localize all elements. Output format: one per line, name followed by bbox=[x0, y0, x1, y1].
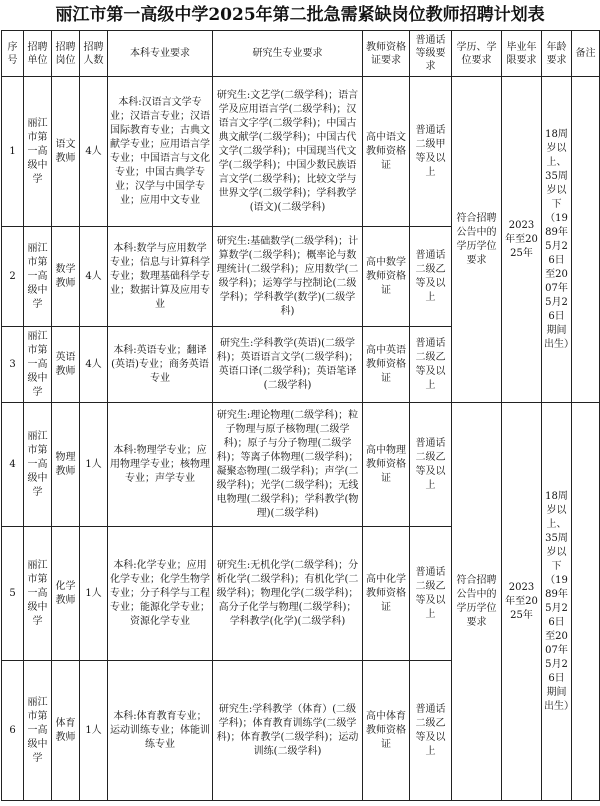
header-post: 招聘岗位 bbox=[52, 31, 80, 77]
cell-mandarin: 普通话二级乙等及以上 bbox=[410, 403, 452, 527]
cell-count: 4人 bbox=[80, 327, 108, 403]
cell-cert: 高中语文教师资格证 bbox=[363, 77, 410, 227]
cell-mandarin: 普通话二级乙等及以上 bbox=[410, 661, 452, 801]
header-age: 年龄要求 bbox=[542, 31, 572, 77]
header-no: 序号 bbox=[2, 31, 24, 77]
page-title: 丽江市第一高级中学2025年第二批急需紧缺岗位教师招聘计划表 bbox=[55, 5, 545, 25]
cell-mandarin: 普通话二级甲等及以上 bbox=[410, 77, 452, 227]
cell-no: 3 bbox=[2, 327, 24, 403]
cell-no: 4 bbox=[2, 403, 24, 527]
cell-unit: 丽江市第一高级中学 bbox=[24, 527, 52, 661]
header-grad-year: 毕业年限要求 bbox=[502, 31, 542, 77]
cell-count: 4人 bbox=[80, 77, 108, 227]
cell-grad-year-group-2: 2023年至2025年 bbox=[502, 403, 542, 801]
cell-graduate: 研究生:学科教学（体育）(二级学科)；体育教育训练学(二级学科)；体育教学(二级学科)；运动训练(二级学科) bbox=[213, 661, 363, 801]
cell-age-group-1: 18周岁以上、35周岁以下（1989年5月26日至2007年5月26日期间出生） bbox=[542, 77, 572, 403]
header-cert: 教师资格证要求 bbox=[363, 31, 410, 77]
cell-count: 1人 bbox=[80, 527, 108, 661]
cell-mandarin: 普通话二级乙等及以上 bbox=[410, 327, 452, 403]
cell-mandarin: 普通话二级乙等及以上 bbox=[410, 227, 452, 327]
header-degree: 学历、学位要求 bbox=[452, 31, 502, 77]
cell-age-group-2: 18周岁以上、35周岁以下（1989年5月26日至2007年5月26日期间出生） bbox=[542, 403, 572, 801]
cell-post: 化学教师 bbox=[52, 527, 80, 661]
cell-unit: 丽江市第一高级中学 bbox=[24, 661, 52, 801]
cell-bachelor: 本科:化学专业；应用化学专业；化学生物学专业；分子科学与工程专业；能源化学专业；资源化学专业 bbox=[108, 527, 213, 661]
cell-post: 数学教师 bbox=[52, 227, 80, 327]
cell-bachelor: 本科:物理学专业；应用物理学专业；核物理专业；声学专业 bbox=[108, 403, 213, 527]
cell-graduate: 研究生:无机化学(二级学科)；分析化学(二级学科)；有机化学(二级学科)；物理化学(二级学科)；高分子化学与物理(二级学科)；学科教学(化学)(二级学科) bbox=[213, 527, 363, 661]
cell-no: 5 bbox=[2, 527, 24, 661]
cell-unit: 丽江市第一高级中学 bbox=[24, 327, 52, 403]
cell-cert: 高中英语教师资格证 bbox=[363, 327, 410, 403]
cell-no: 2 bbox=[2, 227, 24, 327]
cell-bachelor: 本科:体育教育专业；运动训练专业；体能训练专业 bbox=[108, 661, 213, 801]
cell-count: 4人 bbox=[80, 227, 108, 327]
cell-count: 1人 bbox=[80, 403, 108, 527]
cell-no: 1 bbox=[2, 77, 24, 227]
cell-degree-group-1: 符合招聘公告中的学历学位要求 bbox=[452, 77, 502, 403]
table-row bbox=[2, 77, 600, 227]
header-graduate: 研究生专业要求 bbox=[213, 31, 363, 77]
cell-cert: 高中体育教师资格证 bbox=[363, 661, 410, 801]
cell-note-group-2 bbox=[572, 403, 600, 801]
cell-post: 英语教师 bbox=[52, 327, 80, 403]
cell-graduate: 研究生:理论物理(二级学科)；粒子物理与原子核物理(二级学科)；原子与分子物理(二级学科)；等离子体物理(二级学科)；凝聚态物理(二级学科)；声学(二级学科)；光学(二级学科)；无线电物理(二级学科)；学科教学(物理)(二级学科) bbox=[213, 403, 363, 527]
cell-cert: 高中化学教师资格证 bbox=[363, 527, 410, 661]
cell-graduate: 研究生:文艺学(二级学科)；语言学及应用语言学(二级学科)；汉语言文字学(二级学科)；中国古典文献学(二级学科)；中国古代文学(二级学科)；中国现当代文学(二级学科)；中国少数民族语言文学(二级学科)；比较文学与世界文学(二级学科)；学科教学(语文)(二级学科) bbox=[213, 77, 363, 227]
cell-graduate: 研究生:学科教学(英语)(二级学科)；英语语言文学(二级学科)；英语口译(二级学科)；英语笔译(二级学科) bbox=[213, 327, 363, 403]
recruitment-table bbox=[1, 30, 600, 801]
cell-unit: 丽江市第一高级中学 bbox=[24, 403, 52, 527]
cell-bachelor: 本科:汉语言文学专业；汉语言专业；汉语国际教育专业；古典文献学专业；应用语言学专业；中国语言与文化专业；中国古典学专业；汉学与中国学专业；应用中文专业 bbox=[108, 77, 213, 227]
cell-bachelor: 本科:数学与应用数学专业；信息与计算科学专业；数理基础科学专业；数据计算及应用专业 bbox=[108, 227, 213, 327]
cell-no: 6 bbox=[2, 661, 24, 801]
header-row bbox=[2, 31, 600, 77]
cell-cert: 高中数学教师资格证 bbox=[363, 227, 410, 327]
cell-degree-group-2: 符合招聘公告中的学历学位要求 bbox=[452, 403, 502, 801]
cell-cert: 高中物理教师资格证 bbox=[363, 403, 410, 527]
cell-post: 语文教师 bbox=[52, 77, 80, 227]
cell-post: 体育教师 bbox=[52, 661, 80, 801]
cell-graduate: 研究生:基础数学(二级学科)；计算数学(二级学科)；概率论与数理统计(二级学科)；应用数学(二级学科)；运筹学与控制论(二级学科)；学科教学(数学)(二级学科) bbox=[213, 227, 363, 327]
cell-note-group-1 bbox=[572, 77, 600, 403]
header-note: 备注 bbox=[572, 31, 600, 77]
header-bachelor: 本科专业要求 bbox=[108, 31, 213, 77]
cell-unit: 丽江市第一高级中学 bbox=[24, 227, 52, 327]
header-unit: 招聘单位 bbox=[24, 31, 52, 77]
cell-mandarin: 普通话二级乙等及以上 bbox=[410, 527, 452, 661]
header-count: 招聘人数 bbox=[80, 31, 108, 77]
cell-grad-year-group-1: 2023年至2025年 bbox=[502, 77, 542, 403]
cell-unit: 丽江市第一高级中学 bbox=[24, 77, 52, 227]
header-mandarin: 普通话等级要求 bbox=[410, 31, 452, 77]
cell-count: 1人 bbox=[80, 661, 108, 801]
cell-post: 物理教师 bbox=[52, 403, 80, 527]
cell-bachelor: 本科:英语专业；翻译(英语)专业；商务英语专业 bbox=[108, 327, 213, 403]
table-row bbox=[2, 403, 600, 527]
